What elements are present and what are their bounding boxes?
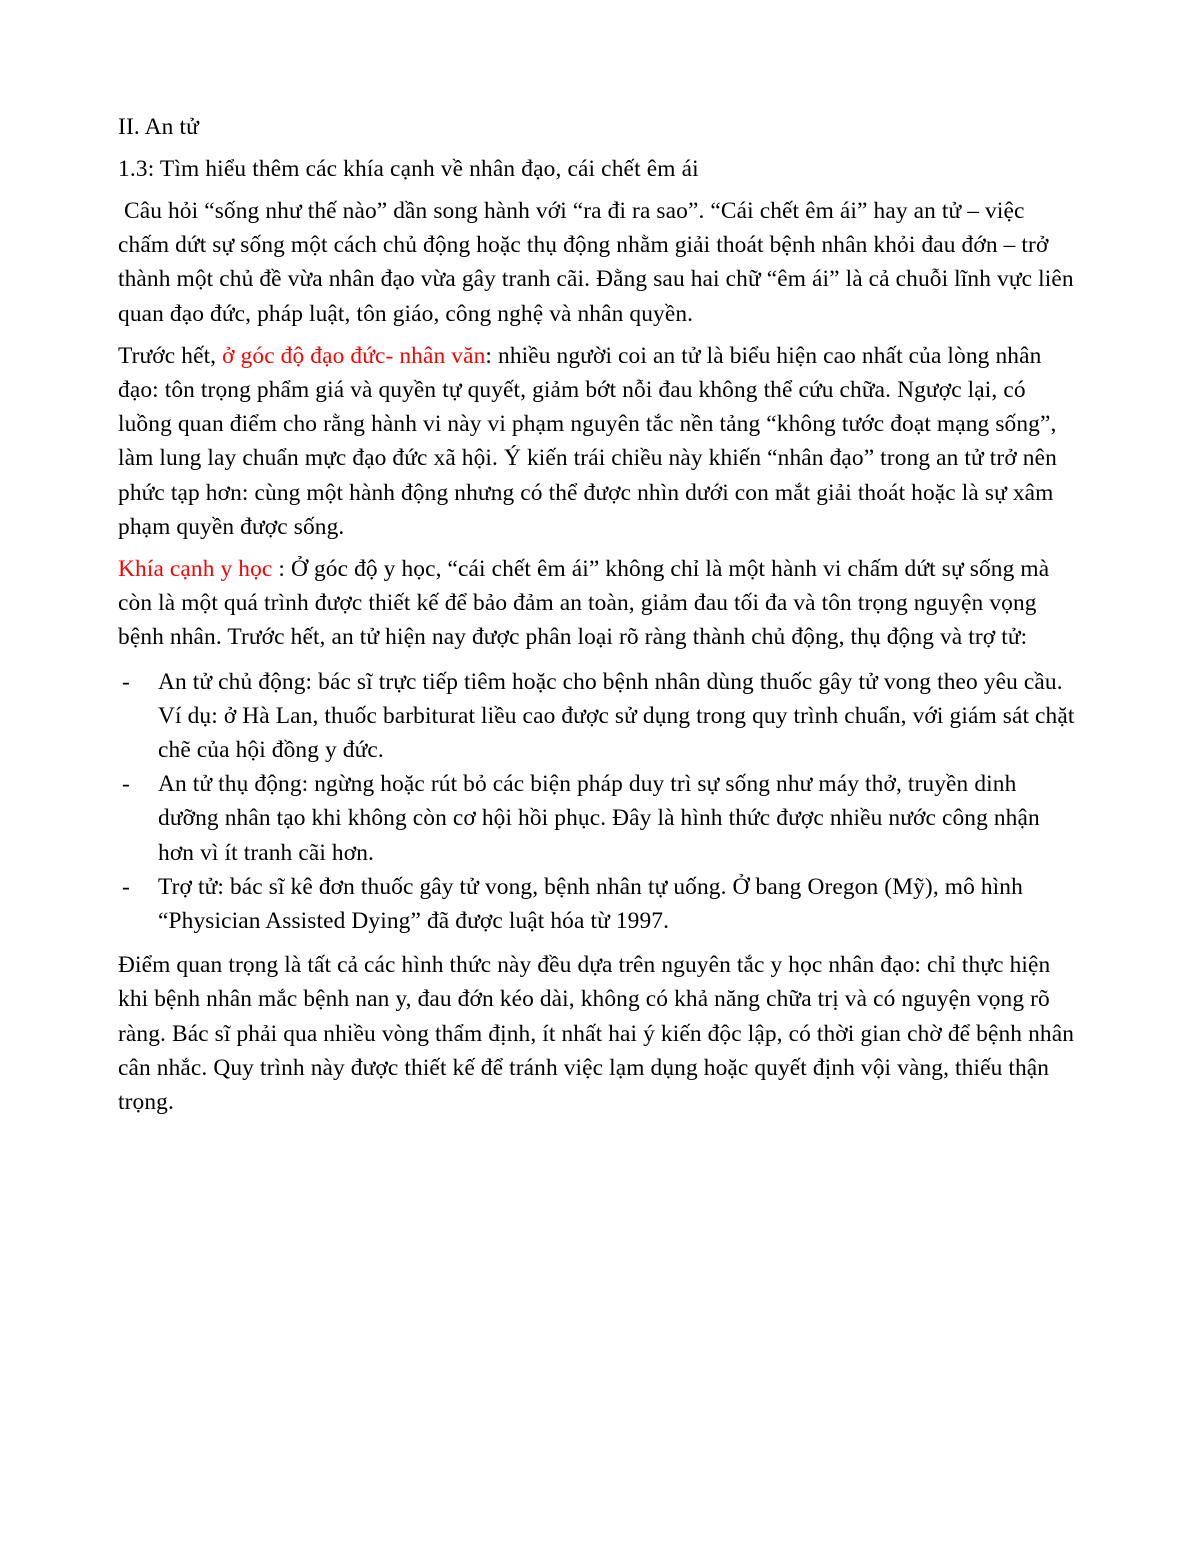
ethics-body: : nhiều người coi an tử là biểu hiện cao nhất của lòng nhân đạo: tôn trọng phẩm giá và quyền tự quyết, giảm bớt nỗi đau không thể cứu chữa. Ngược lại, có luồng quan điểm cho rằng hành vi này vi phạm nguyên tắc nền tảng “không tước đoạt mạng sống”, làm lung lay chuẩn mực đạo đức xã hội. Ý kiến trái chiều này khiến “nhân đạo” trong an tử trở nên phức tạp hơn: cùng một hành động nhưng có thể được nhìn dưới con mắt giải thoát hoặc là sự xâm phạm quyền được sống.: [118, 342, 1057, 540]
list-marker: -: [122, 873, 130, 900]
list-marker: -: [122, 771, 130, 798]
list-item-text: An tử chủ động: bác sĩ trực tiếp tiêm hoặc cho bệnh nhân dùng thuốc gây tử vong theo yêu cầu. Ví dụ: ở Hà Lan, thuốc barbiturat liều cao được sử dụng trong quy trình chuẩn, với giám sát chặt chẽ của hội đồng y đức.: [158, 668, 1075, 764]
medical-paragraph: [118, 552, 1078, 655]
euthanasia-types-list: [118, 665, 1078, 939]
list-item: [118, 870, 1078, 938]
list-item-text: An tử thụ động: ngừng hoặc rút bỏ các biện pháp duy trì sự sống như máy thở, truyền dinh dưỡng nhân tạo khi không còn cơ hội hồi phục. Đây là hình thức được nhiều nước công nhận hơn vì ít tranh cãi hơn.: [158, 771, 1040, 866]
conclusion-paragraph: Điểm quan trọng là tất cả các hình thức này đều dựa trên nguyên tắc y học nhân đạo: chỉ thực hiện khi bệnh nhân mắc bệnh nan y, đau đớn kéo dài, không có khả năng chữa trị và có nguyện vọng rõ ràng. Bác sĩ phải qua nhiều vòng thẩm định, ít nhất hai ý kiến độc lập, có thời gian chờ để bệnh nhân cân nhắc. Quy trình này được thiết kế để tránh việc lạm dụng hoặc quyết định vội vàng, thiếu thận trọng.: [118, 952, 1075, 1116]
subsection-heading: 1.3: Tìm hiểu thêm các khía cạnh về nhân đạo, cái chết êm ái: [118, 156, 699, 182]
ethics-prefix: Trước hết,: [118, 342, 223, 369]
document-page: [118, 110, 1078, 1119]
list-item: [118, 767, 1078, 870]
medical-highlight: Khía cạnh y học: [118, 556, 279, 583]
section-heading: II. An tử: [118, 114, 199, 140]
list-item-text: Trợ tử: bác sĩ kê đơn thuốc gây tử vong, bệnh nhân tự uống. Ở bang Oregon (Mỹ), mô hình “Physician Assisted Dying” đã được luật hóa từ 1997.: [158, 873, 1023, 935]
ethics-paragraph: [118, 339, 1078, 544]
list-marker: -: [122, 668, 130, 695]
intro-paragraph: Câu hỏi “sống như thế nào” dần song hành với “ra đi ra sao”. “Cái chết êm ái” hay an tử – việc chấm dứt sự sống một cách chủ động hoặc thụ động nhằm giải thoát bệnh nhân khỏi đau đớn – trở thành một chủ đề vừa nhân đạo vừa gây tranh cãi. Đằng sau hai chữ “êm ái” là cả chuỗi lĩnh vực liên quan đạo đức, pháp luật, tôn giáo, công nghệ và nhân quyền.: [118, 198, 1080, 327]
medical-body: : Ở góc độ y học, “cái chết êm ái” không chỉ là một hành vi chấm dứt sự sống mà còn là một quá trình được thiết kế để bảo đảm an toàn, giảm đau tối đa và tôn trọng nguyện vọng bệnh nhân. Trước hết, an tử hiện nay được phân loại rõ ràng thành chủ động, thụ động và trợ tử:: [118, 556, 1050, 651]
ethics-highlight: ở góc độ đạo đức- nhân văn: [222, 342, 486, 369]
list-item: [118, 665, 1078, 768]
